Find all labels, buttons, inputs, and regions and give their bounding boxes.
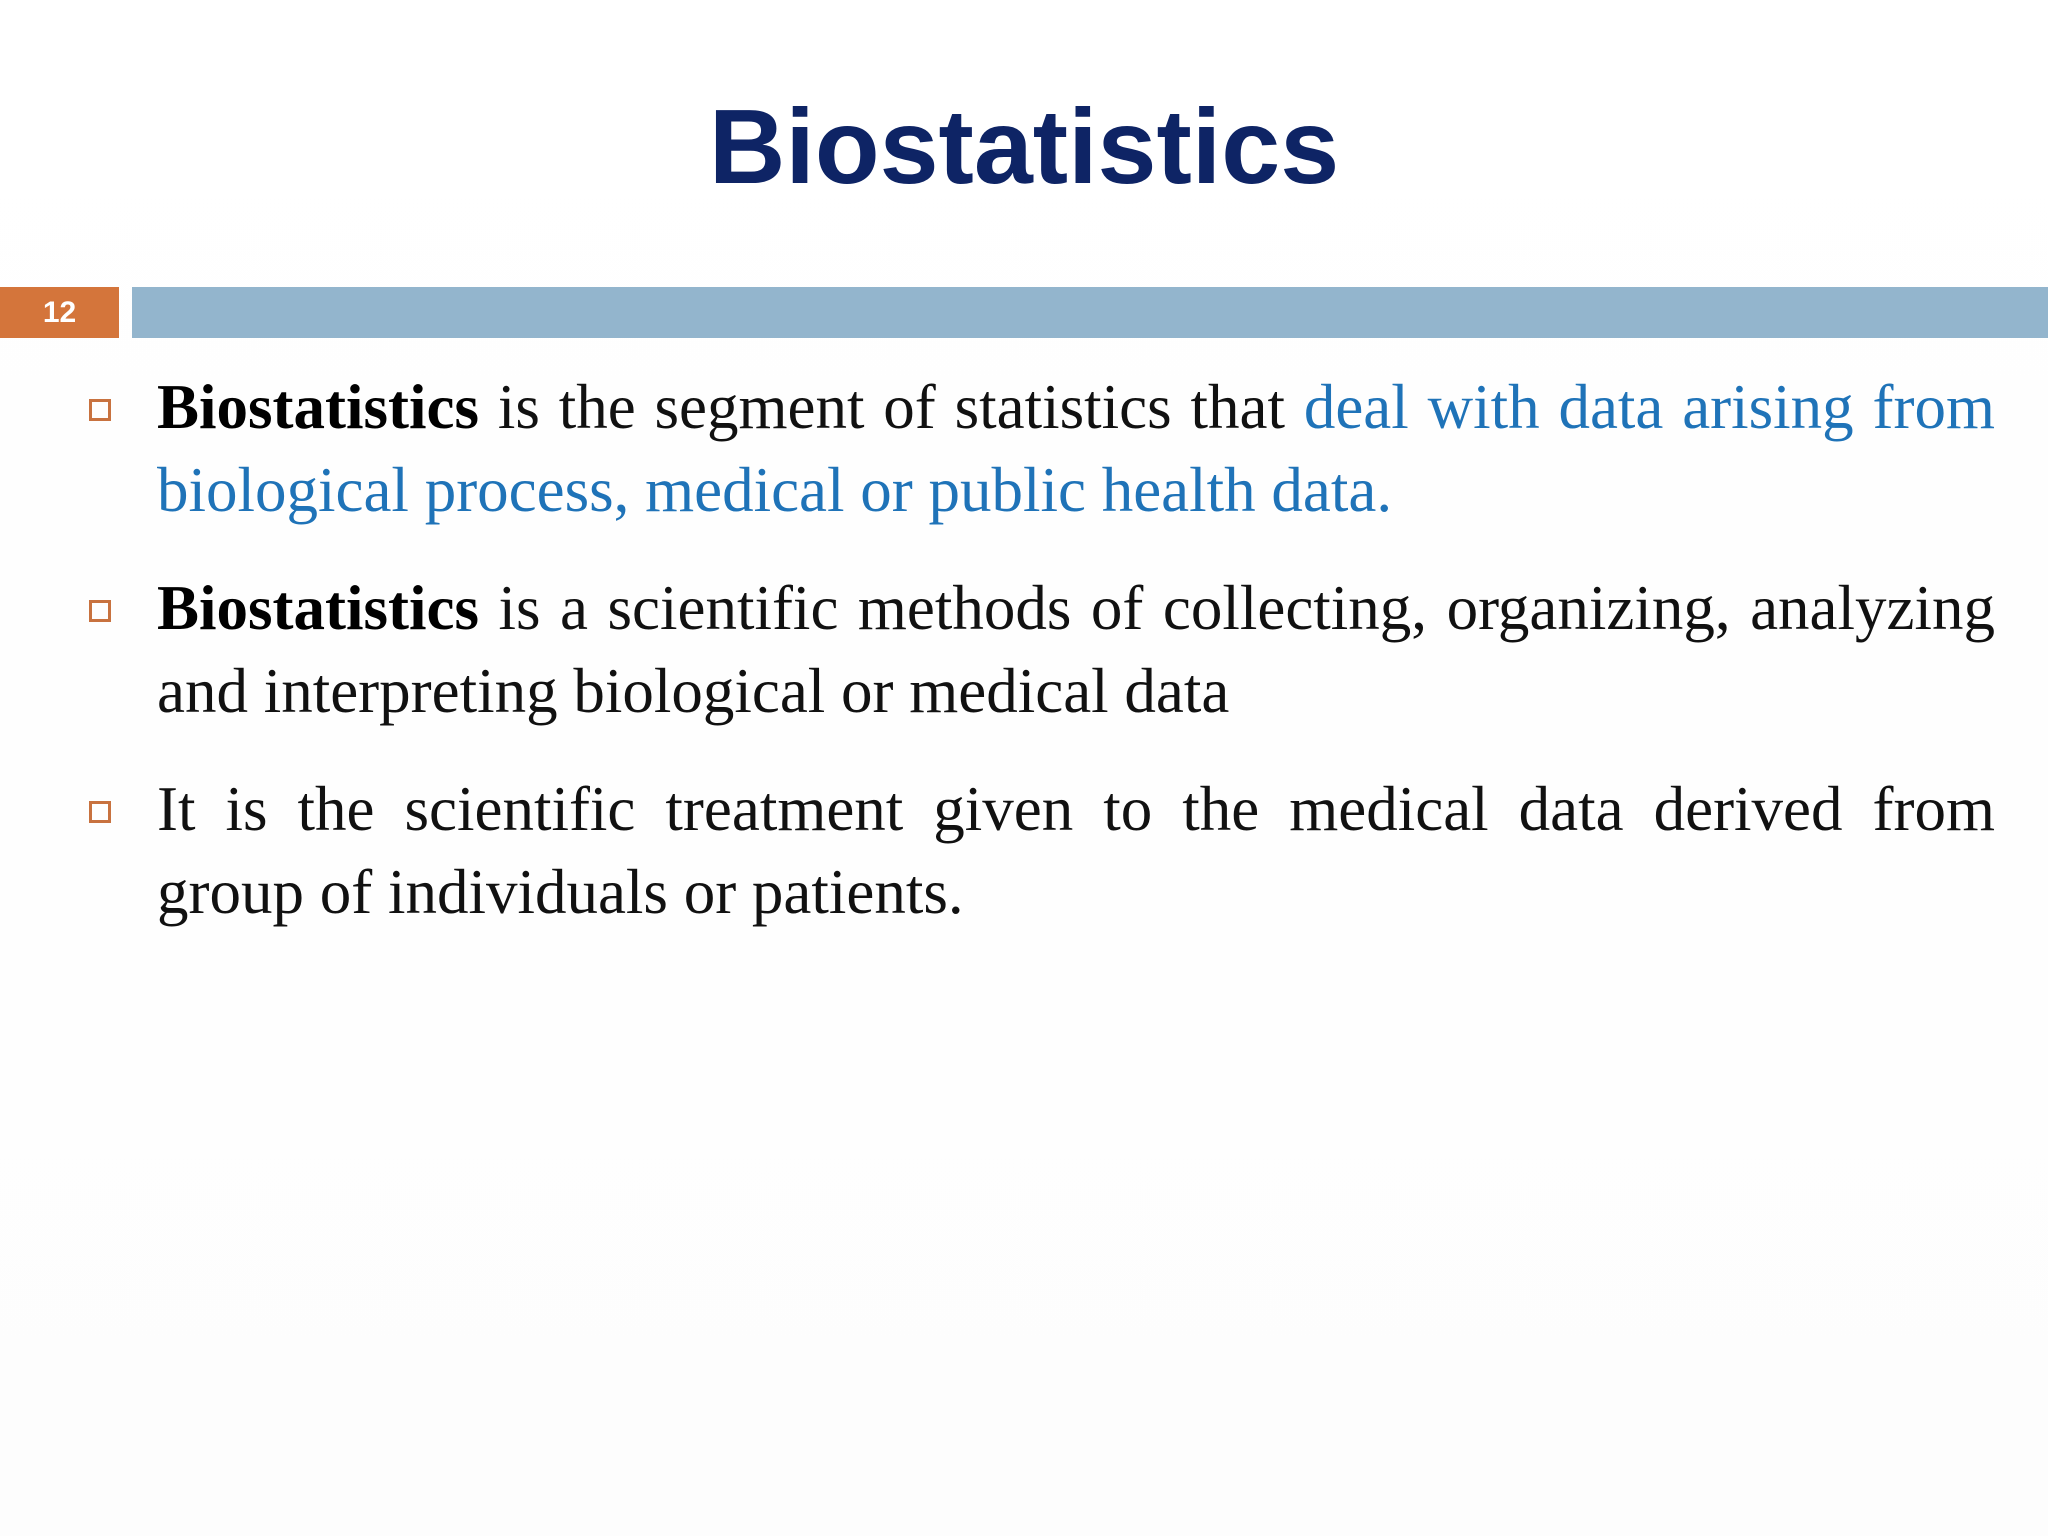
bullet-term: Biostatistics [157, 372, 479, 442]
bullet-text: It is the scientific treatment given to the medical data derived from group of individuals or patients. [157, 774, 1995, 927]
bullet-term: Biostatistics [157, 573, 479, 643]
bullet-text: is a scientific methods of collecting, organizing, analyzing and interpreting biological or medical data [157, 573, 1995, 726]
bullet-item [157, 366, 1995, 532]
bullet-item [157, 768, 1995, 934]
bullet-highlight: deal with data arising from biological process, medical or public health data. [157, 372, 1995, 525]
square-bullet-icon [89, 801, 111, 823]
bullet-item [157, 567, 1995, 733]
slide-number-badge: 12 [0, 287, 119, 338]
square-bullet-icon [89, 600, 111, 622]
header-bar [132, 287, 2048, 338]
square-bullet-icon [89, 399, 111, 421]
slide-title: Biostatistics [708, 88, 1340, 206]
bullet-text: is the segment of statistics that [478, 372, 1304, 442]
